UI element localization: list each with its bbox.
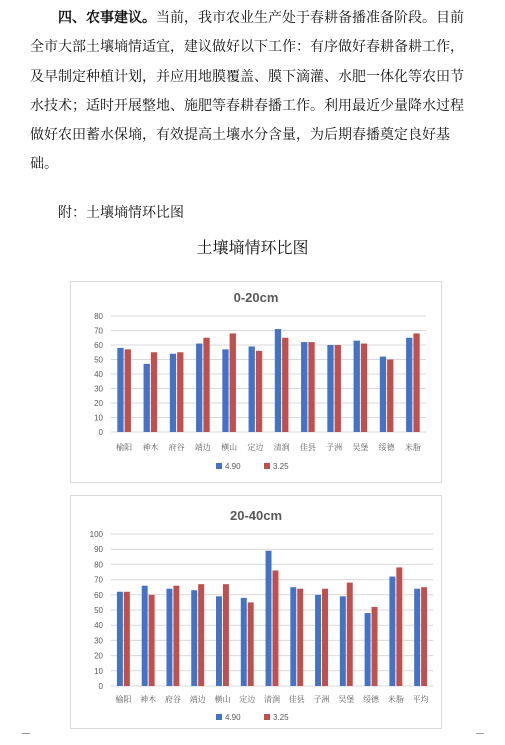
bar-3.25 (248, 602, 254, 686)
x-tick-label: 绥德 (363, 695, 380, 704)
legend-swatch (264, 714, 270, 720)
bar-4.90 (290, 587, 296, 686)
x-tick-label: 子洲 (313, 695, 330, 704)
y-tick-label: 10 (94, 413, 103, 423)
y-tick-label: 80 (94, 560, 103, 570)
bar-4.90 (249, 346, 255, 432)
y-tick-label: 0 (98, 428, 103, 437)
x-tick-label: 清涧 (264, 695, 280, 704)
x-tick-label: 府谷 (168, 443, 185, 452)
bar-4.90 (144, 364, 150, 432)
bar-3.25 (387, 360, 393, 433)
bar-3.25 (124, 592, 130, 686)
legend-swatch (216, 463, 222, 469)
y-tick-label: 30 (94, 636, 103, 646)
crop-mark (476, 733, 484, 742)
y-tick-label: 50 (94, 355, 103, 365)
legend-label: 4.90 (225, 462, 241, 471)
bar-4.90 (406, 338, 412, 432)
chart-title: 20-40cm (229, 508, 283, 523)
bar-4.90 (414, 589, 420, 686)
bar-3.25 (335, 345, 341, 432)
bar-3.25 (177, 352, 183, 432)
y-tick-label: 80 (94, 312, 103, 321)
bar-4.90 (389, 577, 395, 686)
bar-4.90 (196, 344, 202, 432)
chart-20-40cm-svg (71, 496, 441, 728)
bar-4.90 (117, 592, 123, 686)
bar-3.25 (273, 570, 279, 686)
bar-4.90 (315, 595, 321, 686)
x-tick-label: 横山 (214, 695, 231, 704)
chart-20-40cm (70, 495, 442, 729)
x-tick-label: 神木 (142, 443, 159, 452)
x-tick-label: 吴堡 (338, 695, 355, 704)
x-tick-label: 靖边 (194, 443, 211, 452)
y-tick-label: 100 (89, 530, 103, 539)
bar-3.25 (151, 352, 157, 432)
crop-mark (22, 733, 30, 742)
y-tick-label: 50 (94, 606, 103, 615)
x-tick-label: 绥德 (378, 443, 395, 452)
y-tick-label: 20 (94, 399, 103, 408)
x-tick-label: 佳县 (288, 695, 305, 704)
bar-3.25 (347, 583, 353, 686)
x-tick-label: 佳县 (299, 443, 316, 452)
x-tick-label: 定边 (239, 695, 256, 704)
x-tick-label: 横山 (221, 443, 238, 452)
bar-3.25 (421, 587, 427, 686)
x-tick-label: 平均 (412, 695, 429, 704)
y-tick-label: 30 (94, 384, 103, 394)
y-tick-label: 70 (94, 575, 103, 585)
y-tick-label: 90 (94, 545, 103, 555)
x-tick-label: 清涧 (273, 443, 290, 452)
bar-3.25 (125, 349, 131, 432)
bar-4.90 (301, 342, 307, 432)
bar-3.25 (256, 351, 262, 432)
y-tick-label: 20 (94, 651, 103, 661)
bar-3.25 (308, 342, 314, 432)
x-tick-label: 神木 (140, 695, 157, 704)
bar-3.25 (413, 333, 419, 432)
advice-body: 当前，我市农业生产处于春耕备播准备阶段。目前全市大部土壤墒情适宜，建议做好以下工作：有序做好春耕备耕工作，及早制定种植计划，并应用地膜覆盖、膜下滴灌、水肥一体化等农田节水技术；适时开展整地、施肥等春耕春播工作。利用最近少量降水过程做好农田蓄水保墒，有效提高土壤水分含量，为后期春播奠定良好基础。 (30, 10, 464, 173)
advice-paragraph (30, 4, 474, 180)
appendix-label: 附：土壤墒情环比图 (58, 205, 184, 221)
x-tick-label: 子洲 (326, 443, 343, 452)
bar-3.25 (173, 586, 179, 686)
bar-4.90 (216, 596, 222, 686)
bar-4.90 (170, 354, 176, 432)
bar-4.90 (142, 586, 148, 686)
bar-3.25 (322, 589, 328, 686)
y-tick-label: 0 (98, 682, 103, 691)
bar-3.25 (198, 584, 204, 686)
x-tick-label: 米脂 (404, 443, 421, 452)
figure-title: 土壤墒情环比图 (196, 238, 309, 257)
y-tick-label: 60 (94, 590, 103, 600)
bar-3.25 (396, 567, 402, 686)
bar-4.90 (222, 349, 228, 432)
advice-heading: 四、农事建议。 (58, 10, 156, 26)
bar-3.25 (149, 595, 155, 686)
bar-4.90 (275, 329, 281, 432)
bar-3.25 (230, 333, 236, 432)
bar-3.25 (361, 344, 367, 432)
bar-4.90 (380, 357, 386, 432)
legend-swatch (216, 714, 222, 720)
bar-4.90 (354, 341, 360, 432)
bar-3.25 (282, 338, 288, 432)
bar-3.25 (223, 584, 229, 686)
bar-4.90 (241, 598, 247, 686)
chart-title: 0-20cm (233, 290, 279, 305)
x-tick-label: 吴堡 (352, 443, 369, 452)
x-tick-label: 府谷 (164, 695, 181, 704)
chart-0-20cm (70, 281, 442, 483)
y-tick-label: 70 (94, 326, 103, 336)
legend-label: 3.25 (273, 713, 289, 722)
bar-4.90 (327, 345, 333, 432)
x-tick-label: 定边 (247, 443, 264, 452)
bar-3.25 (372, 607, 378, 686)
y-tick-label: 40 (94, 621, 103, 631)
bar-4.90 (166, 589, 172, 686)
legend-swatch (264, 463, 270, 469)
y-tick-label: 40 (94, 370, 103, 379)
legend-label: 4.90 (225, 713, 241, 722)
bar-4.90 (117, 348, 123, 432)
bar-3.25 (203, 338, 209, 432)
bar-4.90 (340, 596, 346, 686)
x-tick-label: 靖边 (189, 695, 206, 704)
x-tick-label: 榆阳 (115, 695, 132, 704)
x-tick-label: 米脂 (387, 695, 404, 704)
chart-0-20cm-svg (71, 282, 441, 482)
bar-4.90 (266, 551, 272, 686)
bar-4.90 (365, 613, 371, 686)
y-tick-label: 10 (94, 666, 103, 676)
x-tick-label: 榆阳 (116, 443, 133, 452)
bar-4.90 (191, 590, 197, 686)
bar-3.25 (297, 589, 303, 686)
y-tick-label: 60 (94, 341, 103, 350)
legend-label: 3.25 (273, 462, 289, 471)
